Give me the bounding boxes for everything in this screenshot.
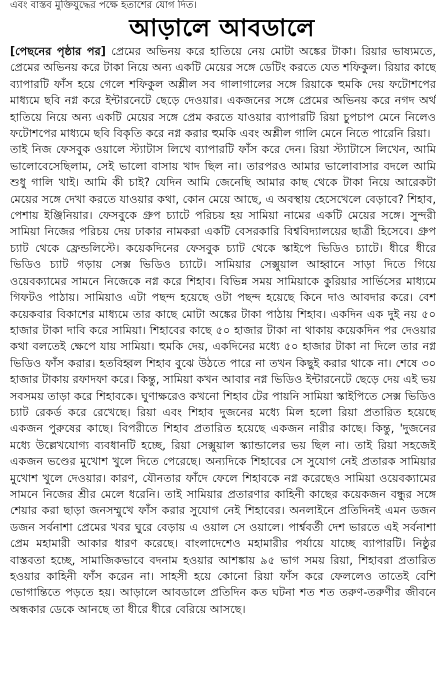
article-body bbox=[10, 44, 436, 676]
article-headline: আড়ালে আবডালে bbox=[129, 14, 315, 42]
article-paragraph-2: তাই নিজ ফেসবুক ওয়ালে স্ট্যাটাস লিখে ব্যাপারটি ফাঁস করে দেন। রিয়া স্ট্যাটাসে লিখেন, আমি ভালোবেসেছিলাম, সেই ভালো বাসায় খাদ ছিল না। তারপরও আমার ভালোবাসার বদলে আমি শুধু গালি খাই। আমি কী চাই? যেদিন আমি জেনেছি আমার কাছ থেকে টাকা নিয়ে আরেকটা মেয়ের সঙ্গে দেখা করতে যাওয়ার কথা, কোন মেয়ে আছে, এ অবস্থায় হেসেখেলে বেড়াবে? শিহাব, পেশায় ইঞ্জিনিয়ার। ফেসবুকে গ্রুপ চ্যাটে পরিচয় হয় সামিয়া নামের একটি মেয়ের সঙ্গে। সুন্দরী সামিয়া নিজের পরিচয় দেয় ঢাকার নামকরা একটি বেসরকারি বিশ্ববিদ্যালয়ের ছাত্রী হিসেবে। গ্রুপ চ্যাট থেকে ফ্রেন্ডলিস্টে। কয়েকদিনের ফেসবুক চ্যাট থেকে স্কাইপে ভিডিও চ্যাটে। ধীরে ধীরে ভিডিও চ্যাট গড়ায় সেক্স ভিডিও চ্যাটে। সামিয়ার সেক্সুয়াল আহ্বানে সাড়া দিতে গিয়ে ওয়েবক্যামের সামনে নিজেকে নগ্ন করে শিহাব। বিভিন্ন সময় সামিয়াকে কুরিয়ার সার্ভিসের মাধ্যমে গিফটও পাঠায়। সামিয়াও এটা পছন্দ হয়েছে ওটা পছন্দ হয়েছে কিনে দাও আবদার করে। বেশ কয়েকবার বিকাশের মাধ্যমে তার কাছে মোটা অঙ্কের টাকা পাঠায় শিহাব। একদিন এক দুই নয় ৫০ হাজার টাকা দাবি করে সামিয়া। শিহাবের কাছে ৫০ হাজার টাকা না থাকায় কয়েকদিন পর দেওয়ার কথা বলতেই ক্ষেপে যায় সামিয়া। হুমকি দেয়, একদিনের মধ্যে ৫০ হাজার টাকা না দিলে তার নগ্ন ভিডিও ফাঁস করার। হতবিহ্বল শিহাব বুঝে উঠতে পারে না তখন কিছুই করার থাকে না। শেষে ৩০ হাজার টাকায় রফাদফা করে। কিন্তু, সামিয়া কখন আবার নগ্ন ভিডিও ইন্টারনেটে ছেড়ে দেয় এই ভয় সবসময় তাড়া করে শিহাবকে। ঘুণাক্ষরেও কখনো শিহাব টের পায়নি সামিয়া স্কাইপিতে সেক্স ভিডিও চ্যাট রেকর্ড করে রেখেছে। রিয়া এবং শিহাব দুজনের মধ্যে মিল হলো রিয়া প্রতারিত হয়েছে একজন পুরুষের কাছে। বিপরীতে শিহাব প্রতারিত হয়েছে একজন নারীর কাছে। কিন্তু, 'দুজনের মধ্যে উল্লেখযোগ্য ব্যবধানটি হচ্ছে, রিয়া সেক্সুয়াল স্ক্যান্ডালের ভয় ছিল না। তাই রিয়া সহজেই একজন ভণ্ডের মুখোশ খুলে দিতে পেরেছে। অন্যদিকে শিহাবের সে সুযোগ নেই প্রতারক সামিয়ার মুখোশ খুলে দেওয়ার। কারণ, যৌনতার ফাঁদে ফেলে শিহাবকে নগ্ন করেছেও সামিয়া ওয়েবক্যামের সামনে নিজের শ্রীর মেলে ধরেনি। তাই সামিয়ার প্রতারণার কাহিনী কাছের কয়েকজন বন্ধুর সঙ্গে শেয়ার করা ছাড়া জনসম্মুখে ফাঁস করার সুযোগ নেই শিহাবের। অনলাইনে প্রতিদিনই এমন ডজন ডজন সর্বনাশা প্রেমের খবর ঘুরে বেড়ায় এ ওয়াল সে ওয়ালে। পার্শ্ববর্তী দেশ ভারতে এই সর্বনাশা প্রেম মহামারী আকার ধারণ করেছে। বাংলাদেশেও মহামারীর পর্যায়ে যাচ্ছে ব্যাপারটি। নিষ্ঠুর বাস্তবতা হচ্ছে, সামাজিকভাবে বদনাম হওয়ার আশঙ্কায় ৯৫ ভাগ সময় রিয়া, শিহাবরা প্রতারিত হওয়ার কাহিনী ফাঁস করেন না। সাহসী হয়ে কোনো রিয়া ফাঁস করে ফেললেও তাতেই বেশি ভোগান্তিতে পড়তে হয়। আড়ালে আবডালে প্রতিদিন কত ঘটনা শত শত তরুণ-তরুণীর জীবনে অন্ধকার ডেকে আনছে তা ধীরে ধীরে বেরিয়ে আসছে। bbox=[10, 143, 436, 616]
article-paragraph-1-text: প্রেমের অভিনয় করে হাতিয়ে নেয় মোটা অঙ্কের টাকা। রিয়ার ভাষ্যমতে, প্রেমের অভিনয় করে টাকা নিয়ে অন্য একটি মেয়ের সঙ্গে ডেটিং করতে যেত শফিকুল। রিয়ার কাছে ব্যাপারটি ফাঁস হয়ে গেলে শফিকুল অশ্লীল সব গালাগালের সঙ্গে রিয়াকে হুমকি দেয় ফটোশপের মাধ্যমে ছবি নগ্ন করে ইন্টারনেটে ছেড়ে দেওয়ার। একজনের সঙ্গে প্রেমের অভিনয় করে নগদ অর্থ হাতিয়ে নিয়ে অন্য একটি মেয়ের সঙ্গে প্রেম করতে যাওয়ার ব্যাপারটি রিয়া চুপচাপ মেনে নিলেও ফটোশপের মাধ্যমে ছবি বিকৃতি করে নগ্ন করার হুমকি এবং অশ্লীল গালি মেনে নিতে পারেনি রিয়া। bbox=[10, 45, 436, 141]
previous-article-fragment: এবং বাস্তব মুক্তিযুদ্ধের পক্ষে হতাশের যোগ দিত। bbox=[10, 0, 197, 11]
continued-from-back-page-label: [পেছনের পৃষ্ঠার পর] bbox=[10, 45, 106, 58]
article-paragraph-1 bbox=[10, 44, 436, 142]
